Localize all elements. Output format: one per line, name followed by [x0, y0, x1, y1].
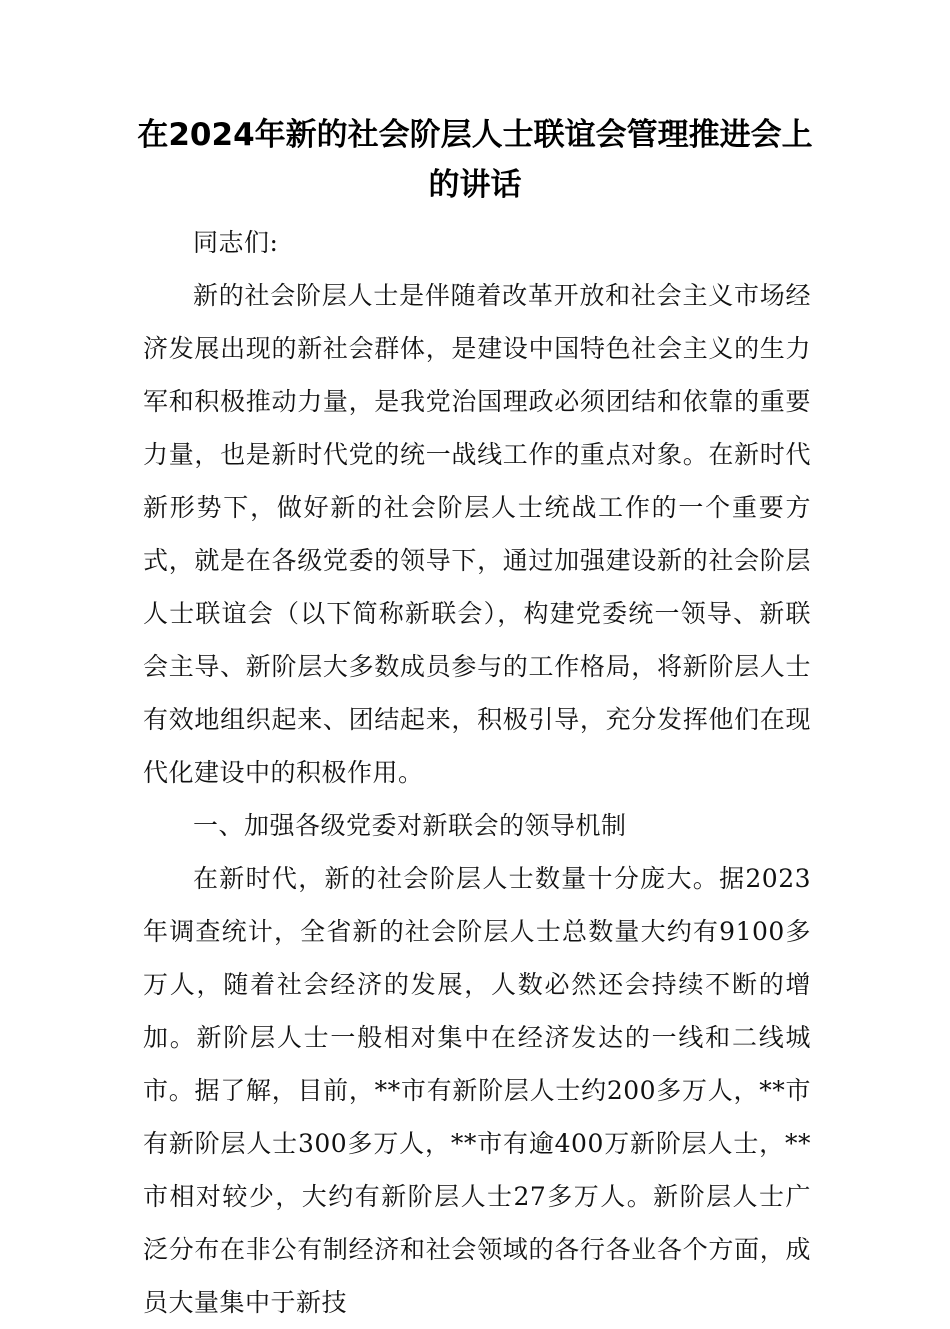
section-heading-1: 一、加强各级党委对新联会的领导机制 [193, 811, 627, 840]
paragraph-intro: 新的社会阶层人士是伴随着改革开放和社会主义市场经济发展出现的新社会群体，是建设中国特色社会主义的生力军和积极推动力量，是我党治国理政必须团结和依靠的重要力量，也是新时代党的统一战线工作的重点对象。在新时代新形势下，做好新的社会阶层人士统战工作的一个重要方式，就是在各级党委的领导下，通过加强建设新的社会阶层人士联谊会（以下简称新联会），构建党委统一领导、新联会主导、新阶层大多数成员参与的工作格局，将新阶层人士有效地组织起来、团结起来，积极引导，充分发挥他们在现代化建设中的积极作用。 [143, 281, 811, 787]
salutation: 同志们: [193, 228, 279, 257]
document-title: 在2024年新的社会阶层人士联谊会管理推进会上的讲话 [137, 117, 813, 203]
document-body [143, 216, 811, 1329]
paragraph-section-1: 在新时代，新的社会阶层人士数量十分庞大。据2023年调查统计，全省新的社会阶层人士总数量大约有9100多万人，随着社会经济的发展，人数必然还会持续不断的增加。新阶层人士一般相对集中在经济发达的一线和二线城市。据了解，目前，**市有新阶层人士约200多万人，**市有新阶层人士300多万人，**市有逾400万新阶层人士，**市相对较少，大约有新阶层人士27多万人。新阶层人士广泛分布在非公有制经济和社会领域的各行各业各个方面，成员大量集中于新技 [143, 864, 811, 1317]
